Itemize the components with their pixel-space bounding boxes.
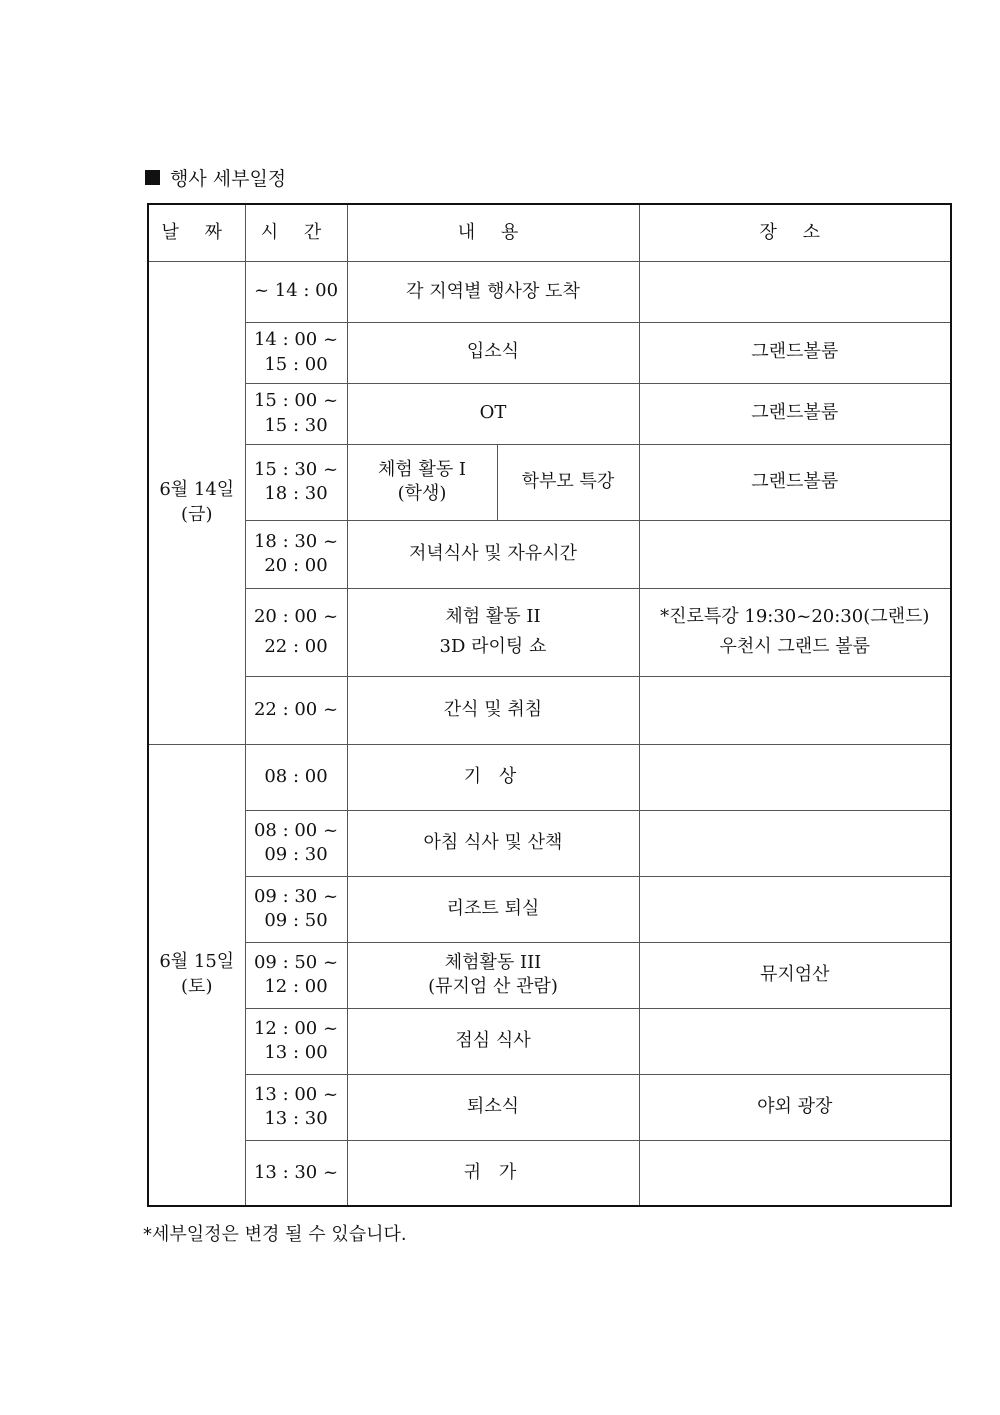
table-row xyxy=(148,322,951,383)
place-cell: 그랜드볼룸 xyxy=(639,444,951,520)
place-cell xyxy=(639,810,951,876)
place-cell xyxy=(639,744,951,810)
content-cell: 저녁식사 및 자유시간 xyxy=(347,520,639,588)
table-row xyxy=(148,1008,951,1074)
place-cell xyxy=(639,676,951,744)
table-row xyxy=(148,876,951,942)
table-row xyxy=(148,676,951,744)
table-row xyxy=(148,810,951,876)
square-bullet-icon xyxy=(145,170,160,185)
content-cell: 점심 식사 xyxy=(347,1008,639,1074)
time-cell: 13 : 00 ~ 13 : 30 xyxy=(245,1074,347,1140)
content-cell-student: 체험 활동 I (학생) xyxy=(347,444,497,520)
header-time: 시 간 xyxy=(245,204,347,261)
time-cell: 22 : 00 ~ xyxy=(245,676,347,744)
place-cell: 야외 광장 xyxy=(639,1074,951,1140)
time-cell: ~ 14 : 00 xyxy=(245,261,347,322)
table-row xyxy=(148,942,951,1008)
content-cell: 간식 및 취침 xyxy=(347,676,639,744)
content-cell: 기 상 xyxy=(347,744,639,810)
table-row xyxy=(148,744,951,810)
time-cell: 15 : 30 ~ 18 : 30 xyxy=(245,444,347,520)
content-cell: OT xyxy=(347,383,639,444)
table-row xyxy=(148,1140,951,1206)
time-cell: 09 : 50 ~ 12 : 00 xyxy=(245,942,347,1008)
table-row xyxy=(148,588,951,676)
content-cell-parent: 학부모 특강 xyxy=(497,444,639,520)
header-date: 날 짜 xyxy=(148,204,245,261)
time-cell: 15 : 00 ~ 15 : 30 xyxy=(245,383,347,444)
place-cell xyxy=(639,876,951,942)
place-cell xyxy=(639,1140,951,1206)
table-header-row xyxy=(148,204,951,261)
table-row xyxy=(148,1074,951,1140)
section-heading xyxy=(145,164,286,191)
table-row xyxy=(148,261,951,322)
table-row xyxy=(148,520,951,588)
content-cell: 각 지역별 행사장 도착 xyxy=(347,261,639,322)
schedule-table xyxy=(147,203,952,1207)
content-cell: 아침 식사 및 산책 xyxy=(347,810,639,876)
place-cell: *진로특강 19:30~20:30(그랜드) 우천시 그랜드 볼룸 xyxy=(639,588,951,676)
place-cell: 뮤지엄산 xyxy=(639,942,951,1008)
time-cell: 18 : 30 ~ 20 : 00 xyxy=(245,520,347,588)
place-cell xyxy=(639,520,951,588)
time-cell: 14 : 00 ~ 15 : 00 xyxy=(245,322,347,383)
time-cell: 08 : 00 ~ 09 : 30 xyxy=(245,810,347,876)
place-cell: 그랜드볼룸 xyxy=(639,383,951,444)
date-cell-day1: 6월 14일 (금) xyxy=(148,261,245,744)
header-content: 내 용 xyxy=(347,204,639,261)
table-row xyxy=(148,383,951,444)
time-cell: 20 : 00 ~ 22 : 00 xyxy=(245,588,347,676)
header-place: 장 소 xyxy=(639,204,951,261)
time-cell: 09 : 30 ~ 09 : 50 xyxy=(245,876,347,942)
content-cell: 귀 가 xyxy=(347,1140,639,1206)
time-cell: 08 : 00 xyxy=(245,744,347,810)
content-cell: 체험활동 III (뮤지엄 산 관람) xyxy=(347,942,639,1008)
section-title: 행사 세부일정 xyxy=(170,168,287,190)
table-row xyxy=(148,444,951,520)
place-cell xyxy=(639,261,951,322)
footnote: *세부일정은 변경 될 수 있습니다. xyxy=(143,1224,407,1245)
date-cell-day2: 6월 15일 (토) xyxy=(148,744,245,1206)
content-cell: 퇴소식 xyxy=(347,1074,639,1140)
time-cell: 13 : 30 ~ xyxy=(245,1140,347,1206)
place-cell xyxy=(639,1008,951,1074)
place-cell: 그랜드볼룸 xyxy=(639,322,951,383)
content-cell: 리조트 퇴실 xyxy=(347,876,639,942)
content-cell: 체험 활동 II 3D 라이팅 쇼 xyxy=(347,588,639,676)
content-cell: 입소식 xyxy=(347,322,639,383)
time-cell: 12 : 00 ~ 13 : 00 xyxy=(245,1008,347,1074)
